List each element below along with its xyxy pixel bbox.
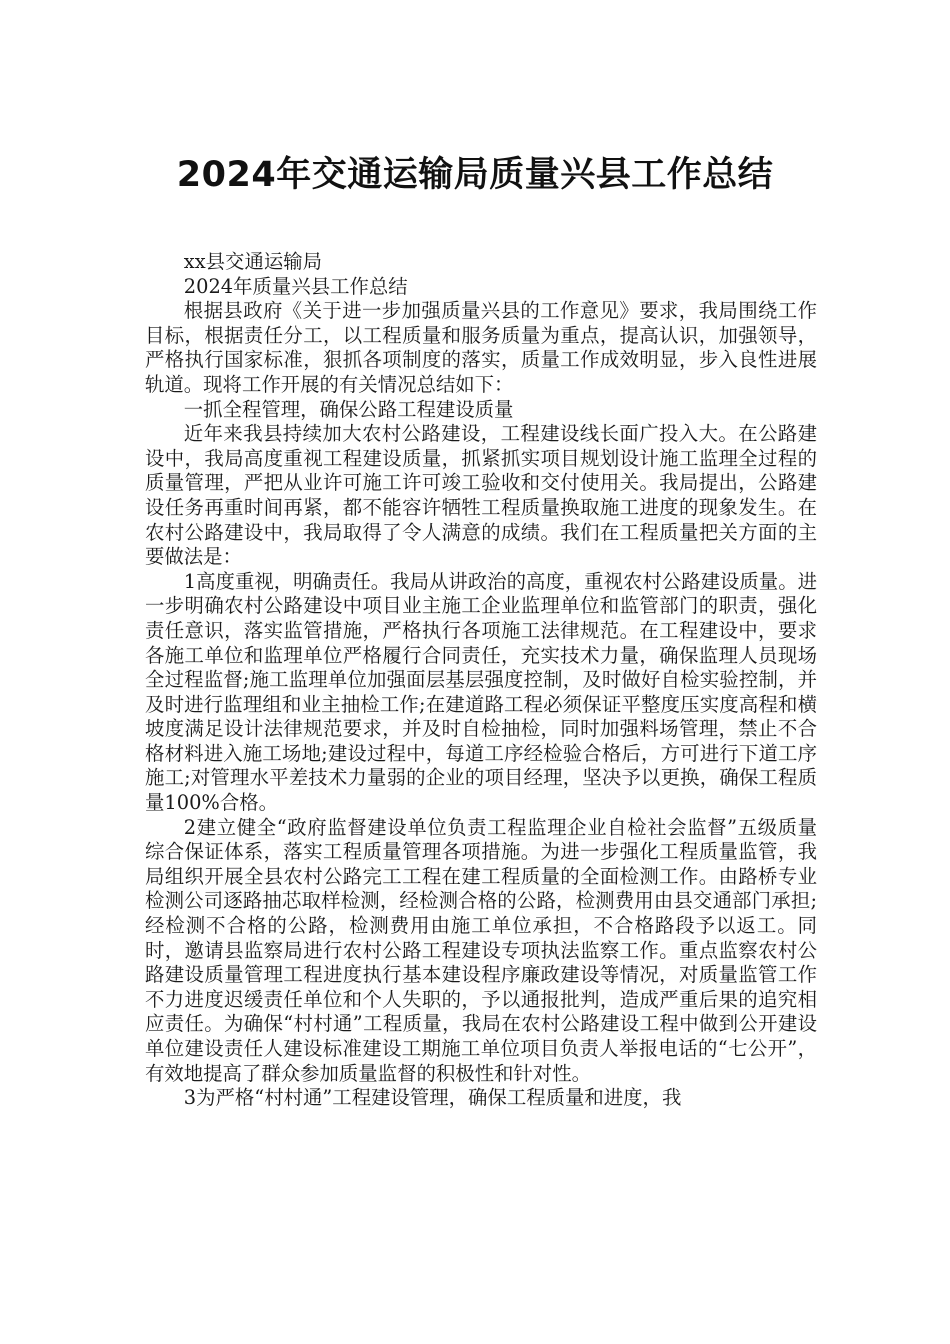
paragraph-org: xx县交通运输局 [183, 250, 323, 273]
paragraph-subtitle: 2024年质量兴县工作总结 [183, 274, 408, 298]
paragraph-section-overview: 近年来我县持续加大农村公路建设，工程建设线长面广投入大。在公路建设中，我局高度重视工程建设质量，抓紧抓实项目规划设计施工监理全过程的质量管理，严把从业许可施工许可竣工验收和交付使用关。我局提出，公路建设任务再重时间再紧，都不能容许牺牲工程质量换取施工进度的现象发生。在农村公路建设中，我局取得了令人满意的成绩。我们在工程质量把关方面的主要做法是： [145, 422, 817, 569]
paragraph-section-heading: 一抓全程管理，确保公路工程建设质量 [183, 397, 514, 421]
paragraph-point-2: 2建立健全“政府监督建设单位负责工程监理企业自检社会监督”五级质量综合保证体系，落实工程质量管理各项措施。为进一步强化工程质量监管，我局组织开展全县农村公路完工工程在建工程质量的全面检测工作。由路桥专业检测公司逐路抽芯取样检测，经检测合格的公路，检测费用由县交通部门承担;经检测不合格的公路，检测费用由施工单位承担，不合格路段予以返工。同时，邀请县监察局进行农村公路工程建设专项执法监察工作。重点监察农村公路建设质量管理工程进度执行基本建设程序廉政建设等情况，对质量监管工作不力进度迟缓责任单位和个人失职的，予以通报批判，造成严重后果的追究相应责任。为确保“村村通”工程质量，我局在农村公路建设工程中做到公开建设单位建设责任人建设标准建设工期施工单位项目负责人举报电话的“七公开”，有效地提高了群众参加质量监督的积极性和针对性。 [145, 815, 817, 1085]
document-title: 2024年交通运输局质量兴县工作总结 [176, 155, 774, 196]
paragraph-point-3: 3为严格“村村通”工程建设管理，确保工程质量和进度，我 [183, 1086, 682, 1110]
paragraph-point-1: 1高度重视，明确责任。我局从讲政治的高度，重视农村公路建设质量。进一步明确农村公路建设中项目业主施工企业监理单位和监管部门的职责，强化责任意识，落实监管措施，严格执行各项施工法律规范。在工程建设中，要求各施工单位和监理单位严格履行合同责任，充实技术力量，确保监理人员现场全过程监督;施工监理单位加强面层基层强度控制，及时做好自检实验控制，并及时进行监理组和业主抽检工作;在建道路工程必须保证平整度压实度高程和横坡度满足设计法律规范要求，并及时自检抽检，同时加强料场管理，禁止不合格材料进入施工场地;建设过程中，每道工序经检验合格后，方可进行下道工序施工;对管理水平差技术力量弱的企业的项目经理，坚决予以更换，确保工程质量100%合格。 [145, 569, 817, 815]
paragraph-intro: 根据县政府《关于进一步加强质量兴县的工作意见》要求，我局围绕工作目标，根据责任分工，以工程质量和服务质量为重点，提高认识，加强领导，严格执行国家标准，狠抓各项制度的落实，质量工作成效明显，步入良性进展轨道。现将工作开展的有关情况总结如下： [145, 299, 817, 396]
document-body [145, 250, 817, 1111]
